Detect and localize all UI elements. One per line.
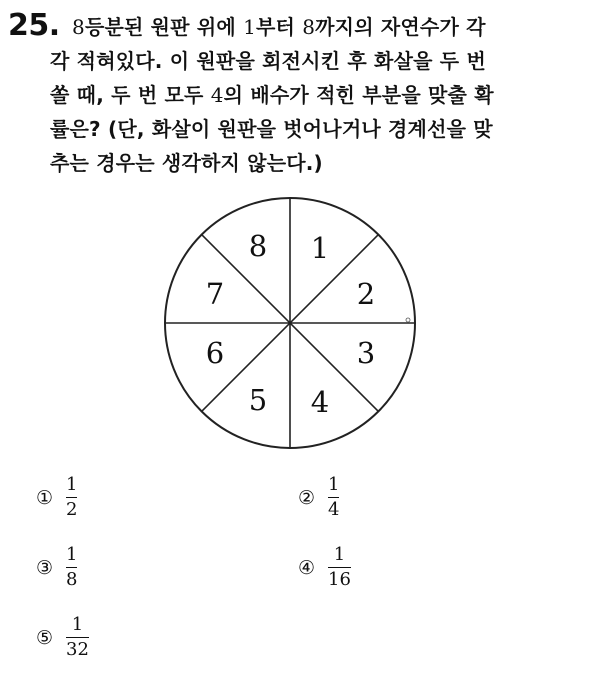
sector-label: 8 <box>248 229 268 263</box>
choice-fraction <box>66 474 77 521</box>
fraction-bar <box>328 567 351 568</box>
question-text-segment: 률은? (단, 화살이 원판을 벗어나거나 경계선을 맞 <box>50 117 493 141</box>
question-line <box>50 10 570 44</box>
choice-mark: ④ <box>298 556 316 579</box>
choice-mark: ② <box>298 486 316 509</box>
choice-5[interactable] <box>36 614 89 661</box>
choice-fraction <box>328 474 339 521</box>
question-text-segment: 부터 <box>256 15 303 39</box>
fraction-bar <box>66 637 89 638</box>
question-number-glyph: 8 <box>302 15 316 39</box>
fraction-numerator: 1 <box>333 544 346 565</box>
fraction-denominator: 4 <box>328 499 340 520</box>
fraction-bar <box>328 497 339 498</box>
choice-4[interactable] <box>298 544 351 591</box>
sector-label: 6 <box>205 336 225 370</box>
choice-mark: ③ <box>36 556 54 579</box>
fraction-numerator: 1 <box>66 474 78 495</box>
fraction-denominator: 2 <box>66 499 78 520</box>
question-text-segment: 까지의 자연수가 각 <box>315 15 486 39</box>
question-line <box>50 78 570 112</box>
choice-fraction <box>66 544 77 591</box>
fraction-denominator: 8 <box>66 569 78 590</box>
question-text-segment: 추는 경우는 생각하지 않는다.) <box>50 151 323 175</box>
fraction-bar <box>66 567 77 568</box>
fraction-bar <box>66 497 77 498</box>
choice-fraction <box>66 614 89 661</box>
question-text-segment: 각 적혀있다. 이 원판을 회전시킨 후 화살을 두 번 <box>50 49 486 73</box>
choice-1[interactable] <box>36 474 77 521</box>
choice-2[interactable] <box>298 474 339 521</box>
sector-label: 2 <box>356 277 376 311</box>
fraction-denominator: 16 <box>328 569 351 590</box>
question-line <box>50 44 570 78</box>
question-line <box>50 112 570 146</box>
choice-mark: ⑤ <box>36 626 54 649</box>
spinner-wheel <box>160 196 424 452</box>
question-number-glyph: 8 <box>72 15 85 39</box>
choice-3[interactable] <box>36 544 77 591</box>
fraction-denominator: 32 <box>66 639 89 660</box>
question-text-segment: 의 배수가 적힌 부분을 맞출 확 <box>223 83 494 107</box>
question-number-glyph: 4 <box>210 83 224 107</box>
fraction-numerator: 1 <box>71 614 84 635</box>
wheel-pivot-mark <box>406 318 410 322</box>
fraction-numerator: 1 <box>328 474 340 495</box>
question-number-glyph: 1 <box>243 15 257 39</box>
question-number: 25. <box>8 8 60 43</box>
question-text <box>50 10 570 180</box>
sector-label: 5 <box>248 383 268 417</box>
question-text-segment: 등분된 원판 위에 <box>84 15 244 39</box>
choice-fraction <box>328 544 351 591</box>
wheel-dividers <box>165 198 415 448</box>
sector-label: 1 <box>310 231 330 265</box>
sector-label: 7 <box>205 277 225 311</box>
sector-label: 3 <box>356 336 376 370</box>
choice-mark: ① <box>36 486 54 509</box>
question-text-segment: 쏠 때, 두 번 모두 <box>50 83 211 107</box>
question-line <box>50 146 570 180</box>
sector-label: 4 <box>310 385 330 419</box>
fraction-numerator: 1 <box>66 544 78 565</box>
